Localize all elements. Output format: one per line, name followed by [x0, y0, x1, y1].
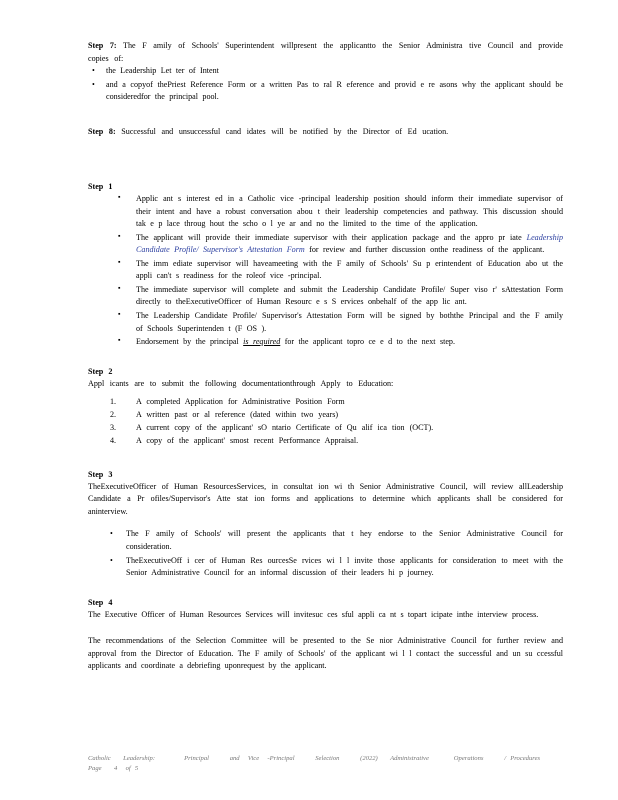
step-8-paragraph [88, 126, 563, 139]
step-2-block [88, 367, 563, 448]
list-item: • and a copyof thePriest Reference Form or a written Pas to ral R eference and provid e re asons why the applicant should be consideredfor the principal pool. [88, 79, 563, 104]
list-item: • The F amily of Schools' will present the applicants that t hey endorse to the Senior Administrative Council for consideration. [104, 528, 563, 553]
step-7-label: Step 7: [88, 41, 117, 50]
list-item [114, 232, 563, 257]
list-item: A completed Application for Administrative Position Form [136, 397, 345, 407]
bullet-text: The Leadership Candidate Profile/ Supervisor's Attestation Form will be signed by boththe Principal and the F amily of Schools Superintenden t (F OS ). [136, 310, 563, 333]
step-4-heading: Step 4 [88, 597, 113, 607]
step-7-bullet-list [88, 65, 563, 104]
step-2-heading: Step 2 [88, 366, 113, 376]
list-item: A written past or al reference (dated within two years) [136, 410, 339, 420]
bullet-text-cont: for the applicant topro ce e d to the next step. [280, 337, 456, 347]
spacer [88, 108, 563, 126]
step-8-label: Step 8: [88, 126, 116, 136]
list-item [114, 336, 563, 349]
form-link-text[interactable]: Leadership Candidate Profile/ Supervisor's Attestation Form [136, 232, 563, 255]
step-4-paragraph-2: The recommendations of the Selection Committee will be presented to the Se nior Administrative Council for further review and approval from the Director of Education. The F amily of Schools' of the applicant wi l l contact the successful and un su ccessful applicants and coordinate a debriefing uponrequest by the applicant. [88, 636, 563, 671]
step-3-paragraph: TheExecutiveOfficer of Human ResourcesServices, in consultat ion wi th Senior Administrative Council, will review allLeadership Candidate a Pr ofiles/Supervisor's Atte stat ion forms and applications to determine which applicants shall be considered for aninterview. [88, 481, 563, 516]
bullet-text-cont: for review and further discussion onthe readiness of the applicant. [304, 245, 545, 255]
spacer [88, 142, 563, 182]
step-7-paragraph [88, 40, 563, 65]
spacer [88, 518, 563, 528]
list-item: • TheExecutiveOff i cer of Human Res ourcesSe rvices wi l l invite those applicants for consideration to meet with the Senior Administrative Council for an informal discussion of their leaders hi p journey. [104, 555, 563, 580]
emphasis-text: is required [243, 337, 281, 347]
bullet-text: Applic ant s interest ed in a Catholic vice -principal leadership position should inform their immediate supervisor of their intent and have a robust conversation abou t their leadership competencies and pathway. This discussion should tak e p lace throug hout the scho o l ye ar and no the limited to the time of the application. [136, 194, 563, 229]
list-item: A current copy of the applicant' sO ntario Certificate of Qu alif ica tion (OCT). [136, 422, 434, 432]
step-3-block [88, 470, 563, 580]
spacer [88, 584, 563, 598]
footer-line-1: Catholic Leadership: Principal and Vice -Principal Selection (2022) Administrative Operations / Procedures [88, 755, 541, 763]
bullet-text: The imm ediate supervisor will haveameeting with the F amily of Schools' Su p erintendent of Education abo ut the appli can't s readiness for the roleof vice -principal. [136, 258, 563, 281]
list-item: A copy of the applicant' smost recent Performance Appraisal. [136, 435, 359, 445]
step-2-numbered-list [110, 396, 563, 448]
step-1-block [88, 182, 563, 348]
step-3-heading: Step 3 [88, 469, 113, 479]
list-item [114, 193, 563, 231]
step-4-paragraph-1: The Executive Officer of Human Resources Services will invitesuc ces sful appli ca nt s topart icipate inthe interview process. [88, 609, 539, 619]
list-item [114, 284, 563, 309]
spacer [88, 353, 563, 367]
step-2-intro: Appl icants are to submit the following documentationthrough Apply to Education: [88, 378, 394, 388]
bullet-text: Endorsement by the principal [136, 337, 244, 347]
step-8-block [88, 126, 563, 139]
spacer [88, 452, 563, 470]
step-7-text: The F amily of Schools' Superintendent willpresent the applicantto the Senior Administra tive Council and provide copies of: [88, 41, 563, 63]
step-8-text: Successful and unsuccessful cand idates will be notified by the Director of Ed ucation. [121, 126, 449, 136]
step-7-block [88, 40, 563, 104]
footer-line-2: Page 4 of 5 [88, 765, 139, 773]
list-item [114, 310, 563, 335]
step-1-heading: Step 1 [88, 182, 113, 192]
spacer [88, 621, 563, 635]
list-item: • the Leadership Let ter of Intent [88, 65, 563, 78]
step-4-block [88, 598, 563, 673]
list-item [114, 258, 563, 283]
bullet-text: The immediate supervisor will complete and submit the Leadership Candidate Profile/ Super viso r' sAttestation Form directly to theExecutiveOfficer of Human Resourc e s S ervices onbehalf of the app lic ant. [136, 284, 563, 307]
step-3-bullet-list [104, 528, 563, 579]
page-footer [88, 754, 563, 774]
step-1-bullet-list [114, 193, 563, 348]
bullet-text: The applicant will provide their immediate supervisor with their application package and the appro pr iate [136, 232, 527, 242]
